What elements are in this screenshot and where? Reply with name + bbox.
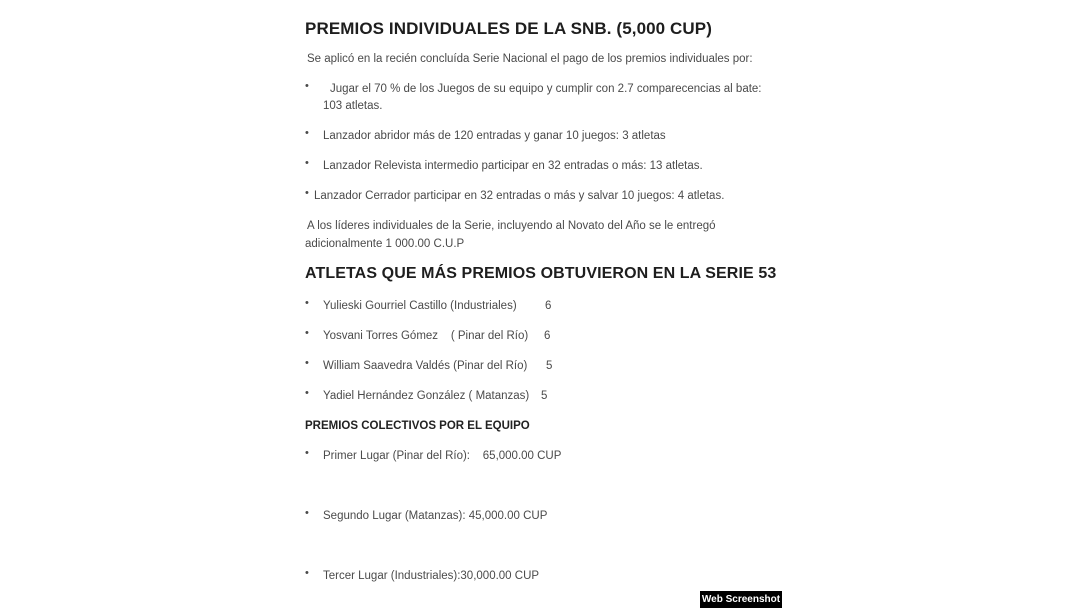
note-paragraph-continued: adicionalmente 1 000.00 C.U.P: [305, 238, 465, 250]
bullet-icon: •: [305, 447, 309, 459]
athlete-name: Yulieski Gourriel Castillo (Industriales): [323, 300, 517, 312]
athlete-name: Yadiel Hernández González ( Matanzas): [323, 390, 530, 402]
section-heading-team-prizes: PREMIOS COLECTIVOS POR EL EQUIPO: [305, 420, 530, 432]
athlete-name: Yosvani Torres Gómez ( Pinar del Río): [323, 330, 529, 342]
intro-paragraph: Se aplicó en la recién concluída Serie Nacional el pago de los premios individuales por:: [307, 53, 753, 65]
athlete-prize-count: 5: [541, 390, 548, 402]
list-item-text: Jugar el 70 % de los Juegos de su equipo y cumplir con 2.7 comparecencias al bate:: [330, 83, 762, 95]
section-heading-individual-prizes: PREMIOS INDIVIDUALES DE LA SNB. (5,000 CUP): [305, 19, 713, 38]
bullet-icon: •: [305, 387, 309, 399]
note-paragraph: A los líderes individuales de la Serie, incluyendo al Novato del Año se le entregó: [307, 220, 716, 232]
team-prize-third-place: Tercer Lugar (Industriales):30,000.00 CUP: [323, 570, 540, 582]
bullet-icon: •: [305, 157, 309, 169]
list-item-text: Lanzador abridor más de 120 entradas y ganar 10 juegos: 3 atletas: [323, 130, 666, 142]
bullet-icon: •: [305, 507, 309, 519]
list-item-text: Lanzador Cerrador participar en 32 entradas o más y salvar 10 juegos: 4 atletas.: [314, 190, 725, 202]
bullet-icon: •: [305, 567, 309, 579]
athlete-prize-count: 5: [546, 360, 553, 372]
team-prize-second-place: Segundo Lugar (Matanzas): 45,000.00 CUP: [323, 510, 548, 522]
list-item-text: Lanzador Relevista intermedio participar en 32 entradas o más: 13 atletas.: [323, 160, 703, 172]
bullet-icon: •: [305, 357, 309, 369]
bullet-icon: •: [305, 127, 309, 139]
bullet-icon: •: [305, 297, 309, 309]
section-heading-top-athletes: ATLETAS QUE MÁS PREMIOS OBTUVIERON EN LA SERIE 53: [305, 265, 777, 282]
team-prize-first-place: Primer Lugar (Pinar del Río): 65,000.00 CUP: [323, 450, 562, 462]
web-screenshot-watermark: Web Screenshot: [700, 591, 782, 608]
athlete-prize-count: 6: [545, 300, 552, 312]
bullet-icon: •: [305, 187, 309, 199]
list-item-text-continued: 103 atletas.: [323, 100, 383, 112]
athlete-prize-count: 6: [544, 330, 551, 342]
bullet-icon: •: [305, 327, 309, 339]
bullet-icon: •: [305, 80, 309, 92]
athlete-name: William Saavedra Valdés (Pinar del Río): [323, 360, 528, 372]
